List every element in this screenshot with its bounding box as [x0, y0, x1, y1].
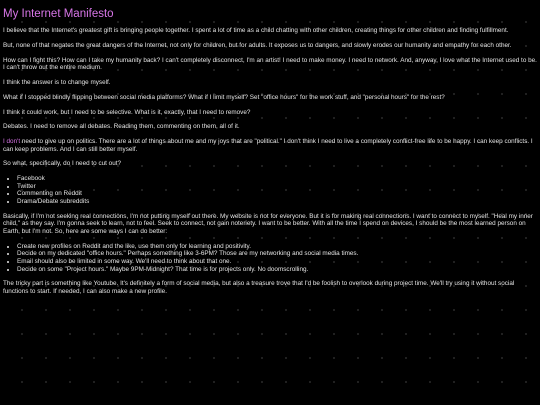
list-item: • Decide on my dedicated "office hours." Perhaps something like 3-6PM? Those are my networking and social media times.	[17, 250, 537, 258]
paragraph-3: How can I fight this? How can I take my humanity back? I can't completely disconnect, I'm an artist! I need to make money. I need to network. And, anyway, I love what the Internet used to be. I can't throw out the entire medium.	[3, 56, 537, 72]
list-item: • Facebook	[17, 175, 537, 183]
list-item: • Drama/Debate subreddits	[17, 198, 537, 206]
list-item: • Twitter	[17, 183, 537, 191]
list-item: • Decide on some "Project hours." Maybe 9PM-Midnight? That time is for projects only. No doomscrolling.	[17, 266, 537, 274]
paragraph-9: So what, specifically, do I need to cut out?	[3, 160, 122, 168]
page-title: My Internet Manifesto	[3, 8, 114, 20]
paragraph-11: The tricky part is something like Youtube. It's definitely a form of social media, but also a treasure trove that I'd be foolish to overlook during project time. We'll try using it without social functions to start. If needed, I can also make a new profile.	[3, 280, 515, 295]
paragraph-1: I believe that the Internet's greatest gift is bringing people together. I spent a lot of time as a child chatting with other children, creating things for other children and finding fulfillment.	[3, 27, 509, 34]
list-item: • Email should also be limited in some way. We'll need to think about that one.	[17, 258, 537, 266]
paragraph-8	[3, 138, 537, 153]
paragraph-2: But, none of that negates the great dangers of the Internet, not only for children, but for adults. It exposes us to dangers, and slowly erodes our humanity and empathy for each other.	[3, 41, 512, 49]
paragraph-10: Basically, if I'm not seeking real connections, I'm not putting myself out there. My website is not for everyone. But it is for making real connections. I want to connect to myself. "Heal my inner child," as they say. I'm gonna seek to learn, not to feel. Seek to connect, not gain noteriety. I want to be better. With all the time I spend on devices, I should be the most learned person on Earth, but I'm not. So, here are some ways I can do better:	[3, 212, 533, 235]
list-item: • Create new profiles on Reddit and the like, use them only for learning and positivity.	[17, 243, 537, 251]
cut-list	[3, 175, 537, 205]
plan-list	[3, 243, 537, 273]
list-item: • Commenting on Reddit	[17, 190, 537, 198]
paragraph-6: I think it could work, but I need to be selective. What is it, exactly, that I need to remove?	[3, 108, 251, 116]
emphasis-text: I don't	[3, 138, 21, 146]
paragraph-7: Debates. I need to remove all debates. Reading them, commenting on them, all of it.	[3, 123, 240, 131]
paragraph-4: I think the answer is to change myself.	[3, 78, 111, 86]
paragraph-8-text: need to give up on politics. There are a lot of things about me and my joys that are "political." I don't think I need to live a completely conflict-free life to be happy. I can keep conflicts. I can keep problems. And I can still better myself.	[3, 138, 533, 153]
paragraph-5: What if I stopped blindly flipping between social media platforms? What if I limit myself? Set "office hours" for the work stuff, and "personal hours" for the rest?	[3, 93, 445, 101]
